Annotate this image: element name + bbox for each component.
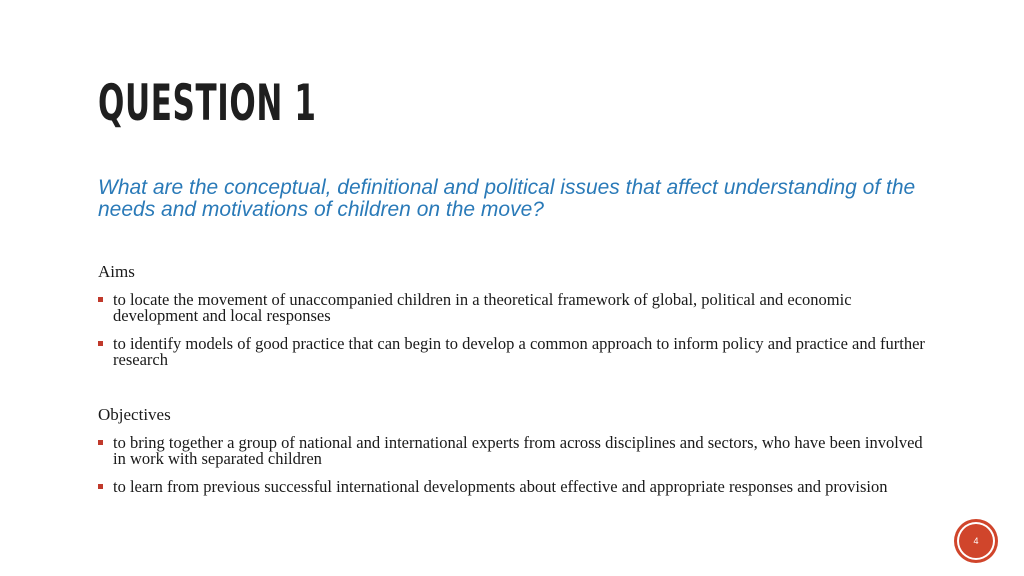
objectives-heading: Objectives [98,405,171,424]
slide-title: QUESTION 1 [98,74,317,132]
list-item [98,336,928,368]
square-bullet-icon [98,484,103,489]
aims-heading: Aims [98,262,135,281]
list-item-text: to identify models of good practice that can begin to develop a common approach to inform policy and practice and further research [113,334,925,369]
page-number: 4 [973,536,979,546]
square-bullet-icon [98,440,103,445]
list-item [98,435,928,467]
aims-list [98,292,928,380]
objectives-list [98,435,928,507]
square-bullet-icon [98,341,103,346]
list-item-text: to learn from previous successful international developments about effective and appropriate responses and provision [113,477,888,496]
list-item-text: to bring together a group of national and international experts from across disciplines and sectors, who have been involved in work with separated children [113,433,923,468]
list-item-text: to locate the movement of unaccompanied children in a theoretical framework of global, political and economic development and local responses [113,290,852,325]
square-bullet-icon [98,297,103,302]
page-number-badge [957,522,995,560]
list-item [98,292,928,324]
list-item [98,479,928,495]
question-text: What are the conceptual, definitional and political issues that affect understanding of the needs and motivations of children on the move? [98,176,916,221]
